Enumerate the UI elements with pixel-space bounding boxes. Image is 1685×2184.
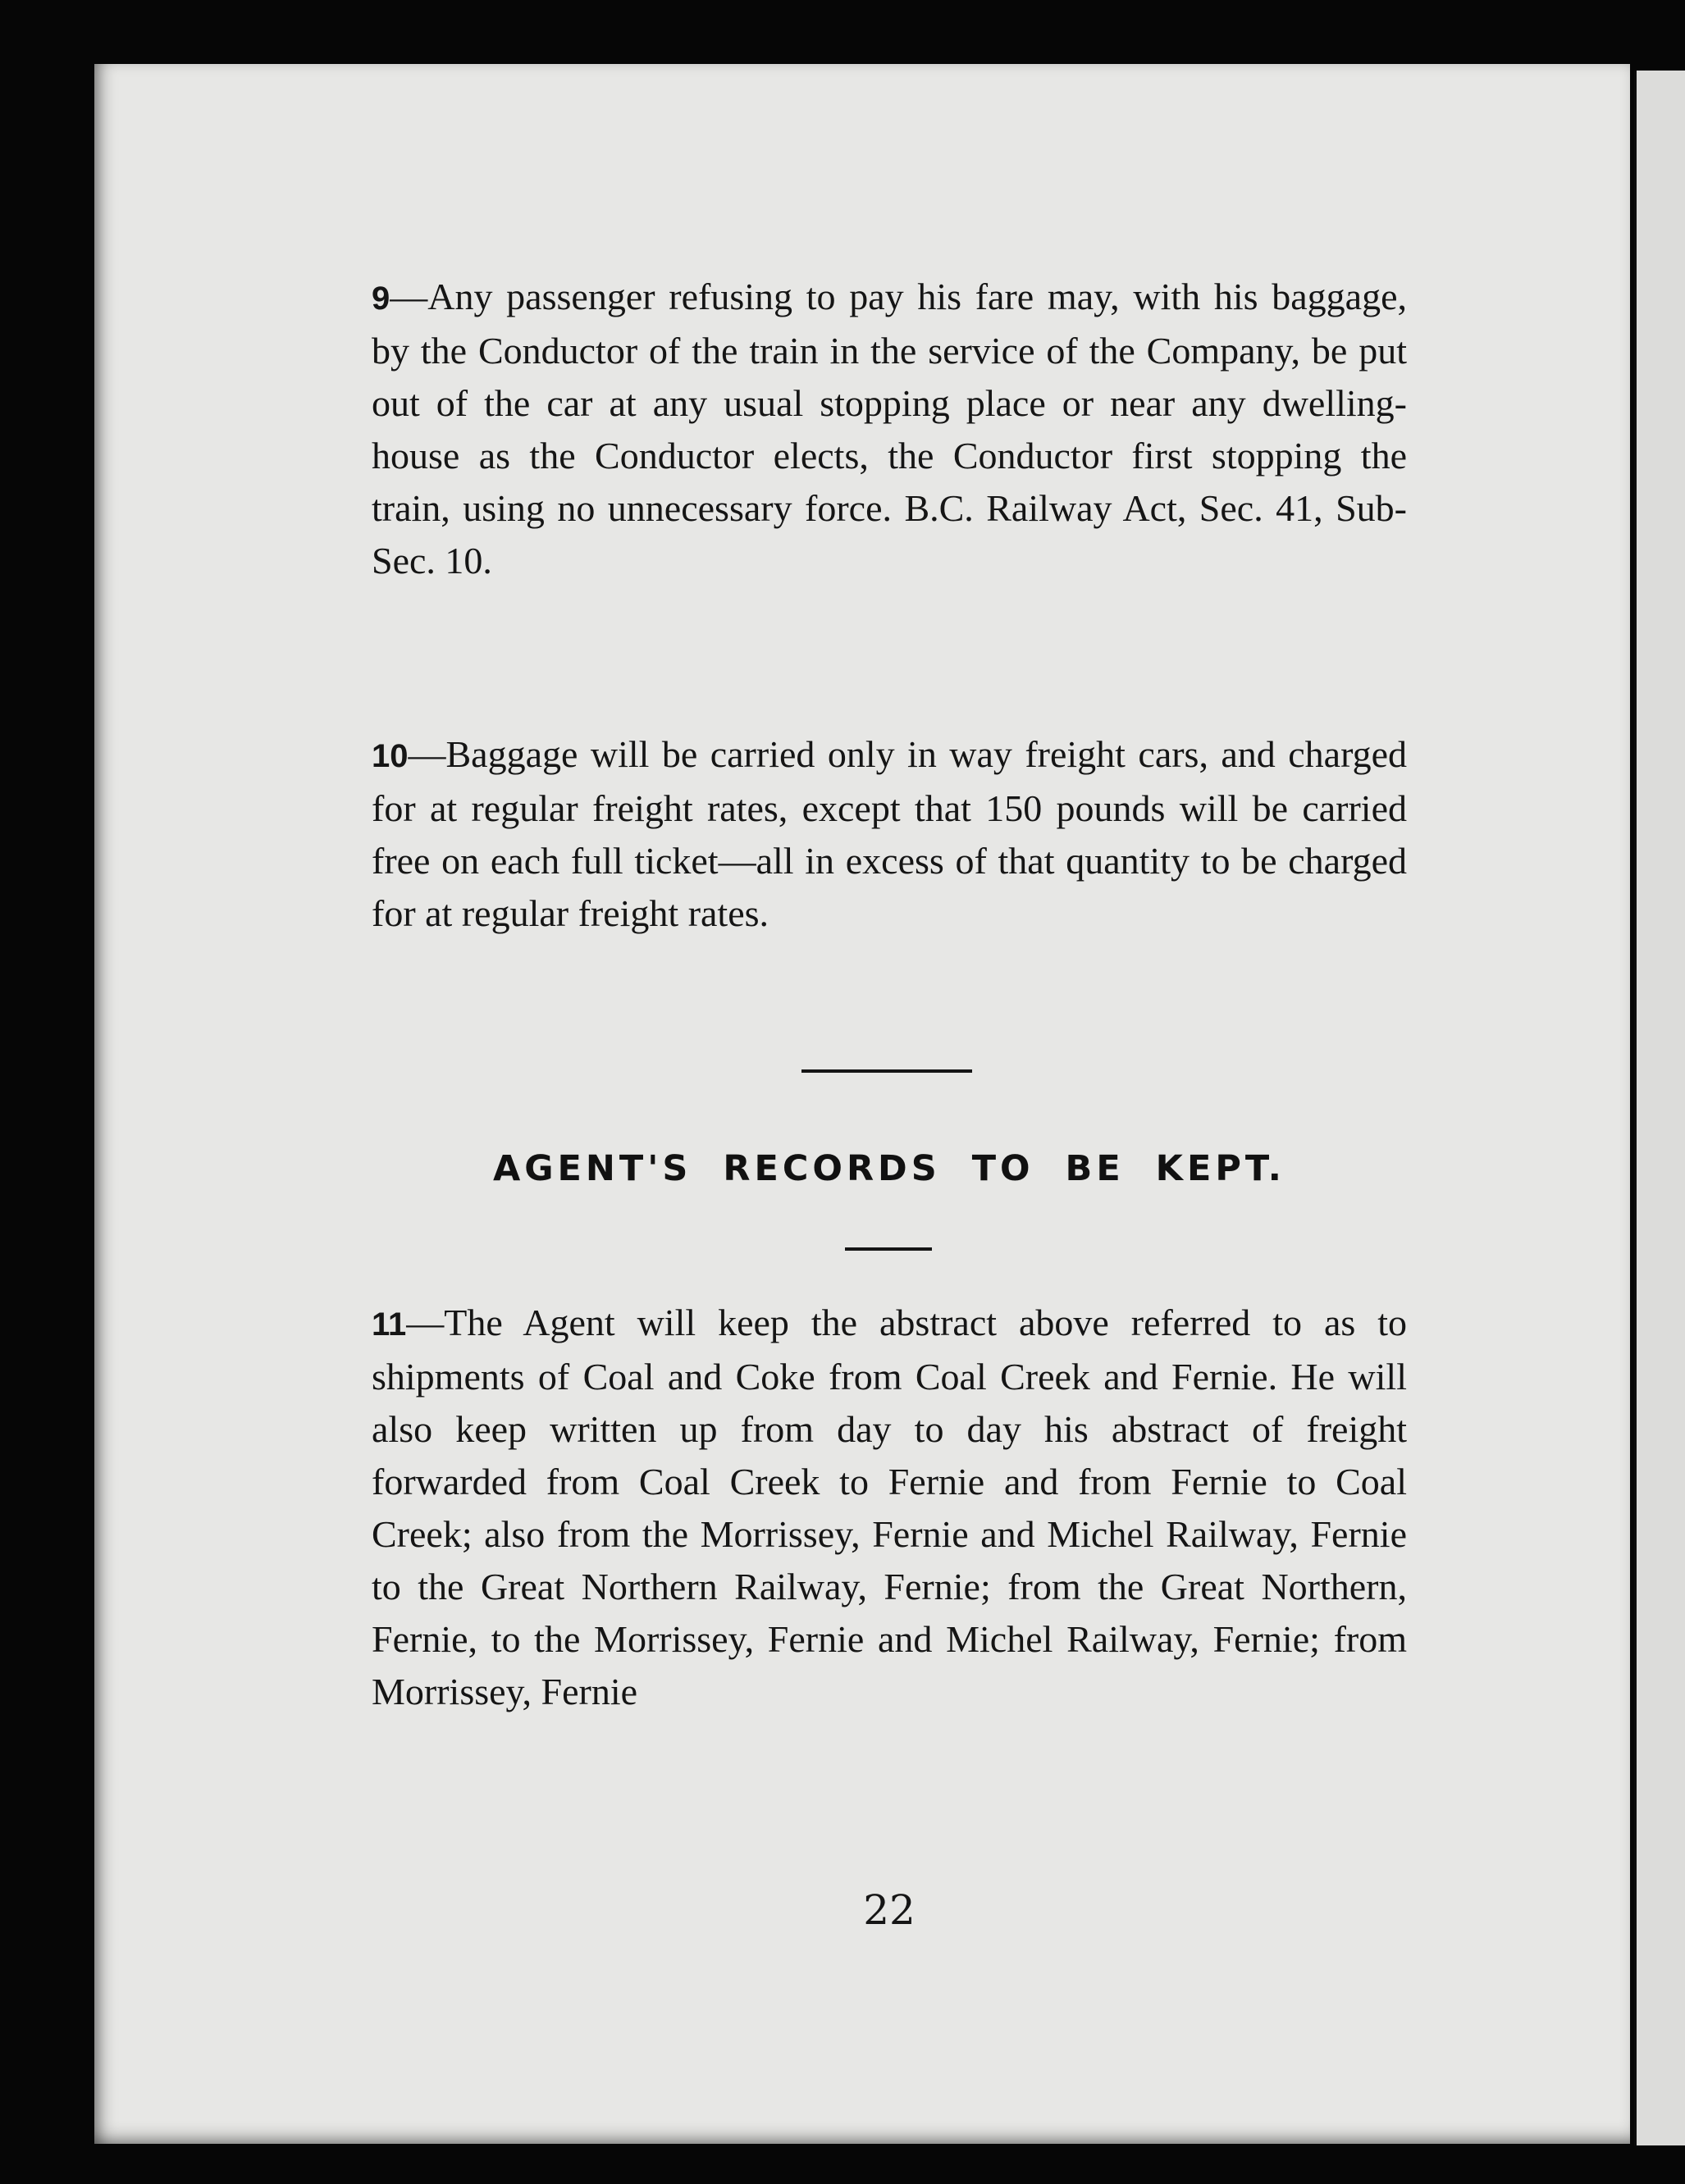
paragraph-number: 9: [372, 280, 390, 317]
paragraph-text: —The Agent will keep the abstract above referred to as to shipments of Coal and Coke from Coal Creek and Fernie. He will also keep written up from day to day his abstract of freight forwarded from Coal Creek to Fernie and from Fernie to Coal Creek; also from the Morrissey, Fernie and Michel Railway, Fernie to the Great Northern Railway, Fernie; from the Great Northern, Fernie, to the Morrissey, Fernie and Michel Railway, Fernie; from Morrissey, Fernie: [372, 1302, 1407, 1712]
page-number: 22: [863, 1886, 916, 1934]
paragraph-text: —Baggage will be carried only in way freight cars, and charged for at regular freight rates, except that 150 pounds will be carried free on each full ticket—all in excess of that quantity to be charged for at regular freight rates.: [372, 733, 1407, 934]
paragraph-10: [372, 728, 1407, 940]
paragraph-text: —Any passenger refusing to pay his fare may, with his baggage, by the Conductor of the train in the service of the Company, be put out of the car at any usual stopping place or near any dwelling-house as the Conductor elects, the Conductor first stopping the train, using no unnecessary force. B.C. Railway Act, Sec. 41, Sub-Sec. 10.: [372, 276, 1407, 581]
paragraph-number: 10: [372, 738, 409, 774]
paragraph-9: [372, 271, 1407, 587]
paragraph-number: 11: [372, 1306, 407, 1343]
paragraph-11: [372, 1297, 1407, 1718]
section-divider-bottom: [845, 1247, 932, 1251]
section-divider-top: [801, 1069, 972, 1073]
section-heading: AGENT'S RECORDS TO BE KEPT.: [492, 1148, 1286, 1189]
facing-page-edge: [1634, 71, 1685, 2145]
